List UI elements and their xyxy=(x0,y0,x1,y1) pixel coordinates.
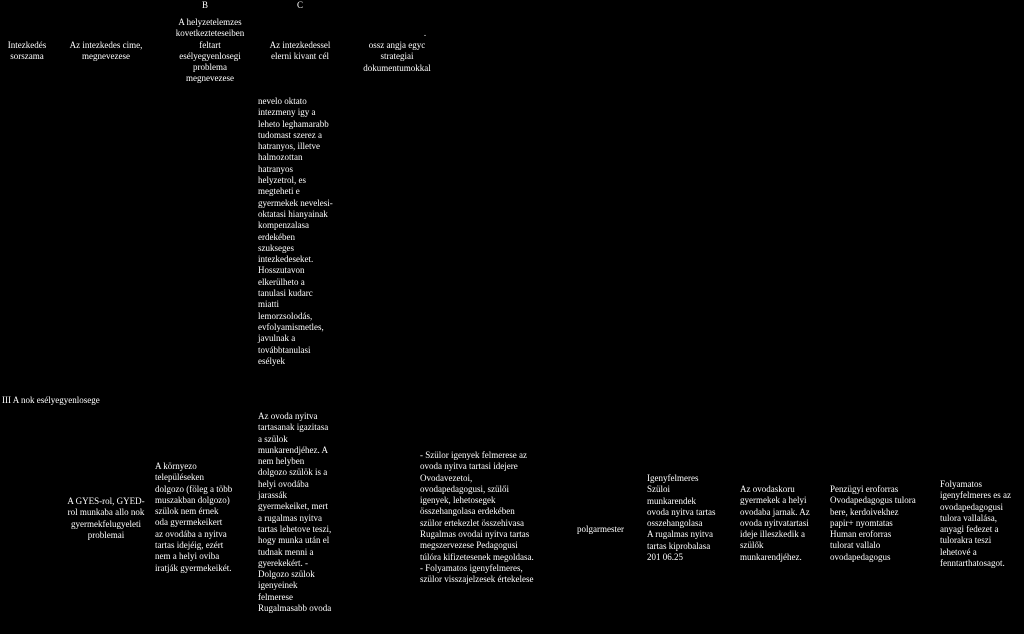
header-strategy: ossz angja egyc strategiai dokumentumokkal xyxy=(363,40,431,73)
header-problem: A helyzetelemzes kovetkezteteseiben feltart esélyegyenlosegi problema megnevezese xyxy=(175,17,245,84)
row2-deadline: Igenyfelmeres Szüloi munkarendek ovoda nyitva tartas osszehangolasa A rugalmas nyitva tartas kiprobalasa 201 06.25 xyxy=(647,473,716,563)
row2-problem: A környezo településeken dolgozo (föleg a több muszakban dolgozo) szülok nem érnek oda gyermekeikert az ovodába a nyitva tartas idejéig, ezért nem a helyi oviba iratják gyermekeikét. xyxy=(155,461,233,573)
row2-tasks: - Szülor igenyek felmerese az ovoda nyitva tartasi idejere Ovodavezetoi, ovodapedagogusi, szülői igenyek, lehetosegek összehangolasa erdekében szülor ertekezlet összehivasa Rugalmas ovodai nyitva tartas megszervezese Pedagogusi túlóra kifizetesenek megoldasa. - Folyamatos igenyfelmeres, szülor visszajelzesek értekelese xyxy=(420,450,534,585)
header-strategy-dot: . xyxy=(423,28,427,38)
column-letter-b: B xyxy=(201,0,208,10)
header-number: Intezkedés sorszama xyxy=(7,40,47,62)
row2-indicator: Az ovodaskoru gyermekek a helyi ovodaba jarnak. Az ovoda nyitvatartasi ideje illeszkedik a szülők munkarendjéhez. xyxy=(740,484,810,562)
row2-sustainability: Folyamatos igenyfelmeres es az ovodapedagogusi tulora vallalása, anyagi fedezet a tulorakra teszi lehetové a fenntarthatosagot. xyxy=(940,479,1011,569)
row2-responsible: polgarmester xyxy=(577,524,624,534)
header-title: Az intezkedes cime, megnevezese xyxy=(69,40,143,62)
row1-goal: nevelo oktato intezmeny igy a leheto leghamarabb tudomast szerez a hatranyos, illetve halmozottan hatranyos helyzetrol, es megteheti e gyermekek nevelesi- oktatasi hianyainak kompenzalasa erdekében szukseges intezkedeseket. Hosszutavon elkerülheto a tanulasi kudarc miatti lemorzsolodás, evfolyamismetles, javulnak a továbbtanulasi esélyek xyxy=(258,96,333,366)
row2-goal: Az ovoda nyitva tartasanak igazitasa a szülok munkarendjéhez. A nem helyben dolgozo szülök is a helyi ovodába jarassák gyermekeiket, mert a rugalmas nyitva tartas lehetove teszi, hogy munka után el tudnak menni a gyerekekért. - Dolgozo szülok igenyeinek felmerese Rugalmasabb ovoda xyxy=(258,411,332,614)
row2-title: A GYES-rol, GYED- rol munkaba allo nok gyermekfelugyeleti problemai xyxy=(67,496,145,540)
column-letter-c: C xyxy=(296,0,303,10)
section-title: III A nok esélyegyenlosege xyxy=(2,395,100,405)
row2-resources: Penzügyi eroforras Ovodapedagogus tulora bere, kerdoivekhez papir+ nyomtatas Human eroforras tulorat vallalo ovodapedagogus xyxy=(830,484,916,562)
header-goal: Az intezkedessel elerni kivant cél xyxy=(269,40,331,62)
